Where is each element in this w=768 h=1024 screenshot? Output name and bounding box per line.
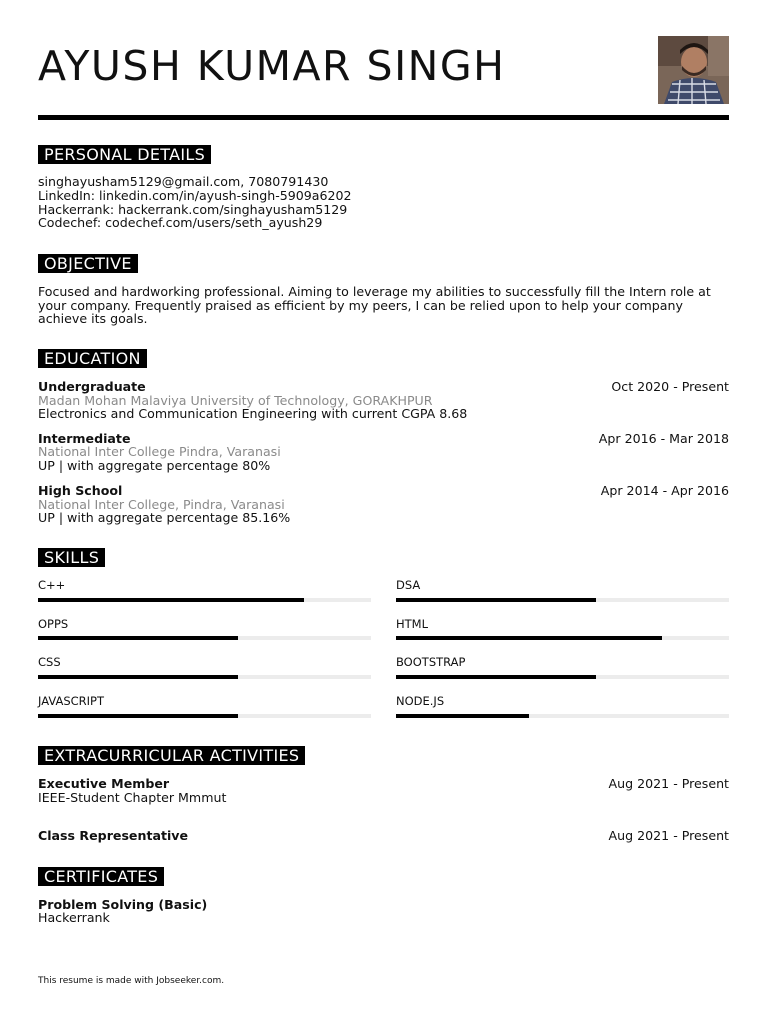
education-institution: Madan Mohan Malaviya University of Technology, GORAKHPUR bbox=[38, 393, 433, 408]
header-divider bbox=[38, 115, 729, 120]
skill-bar bbox=[396, 598, 729, 602]
skill-bar bbox=[396, 636, 729, 640]
skill-label: NODE.JS bbox=[396, 694, 445, 708]
activity-title: Class Representative bbox=[38, 828, 189, 843]
education-institution: National Inter College, Pindra, Varanasi bbox=[38, 497, 285, 512]
contact-linkedin: LinkedIn: linkedin.com/in/ayush-singh-5909a6202 bbox=[38, 188, 352, 203]
skill-bar-fill bbox=[396, 675, 596, 679]
skill-bar bbox=[396, 675, 729, 679]
skill-bar-fill bbox=[396, 598, 596, 602]
skill-bar bbox=[38, 636, 371, 640]
certificate-issuer: Hackerrank bbox=[38, 910, 110, 925]
skill-bar-fill bbox=[38, 675, 238, 679]
education-dates: Apr 2014 - Apr 2016 bbox=[600, 483, 729, 498]
activity-title: Executive Member bbox=[38, 776, 170, 791]
contact-codechef: Codechef: codechef.com/users/seth_ayush29 bbox=[38, 215, 323, 230]
skill-bar-fill bbox=[38, 636, 238, 640]
skill-bar-fill bbox=[38, 714, 238, 718]
skill-label: C++ bbox=[38, 578, 66, 592]
section-heading-certificates: CERTIFICATES bbox=[38, 867, 164, 886]
contact-hackerrank: Hackerrank: hackerrank.com/singhayusham5129 bbox=[38, 202, 348, 217]
section-heading-objective: OBJECTIVE bbox=[38, 254, 138, 273]
skill-label: DSA bbox=[396, 578, 421, 592]
skill-bar bbox=[38, 714, 371, 718]
skill-label: HTML bbox=[396, 617, 429, 631]
skill-bar bbox=[38, 598, 371, 602]
skill-bar bbox=[396, 714, 729, 718]
resume-name: AYUSH KUMAR SINGH bbox=[38, 42, 506, 90]
education-detail: Electronics and Communication Engineering with current CGPA 8.68 bbox=[38, 406, 468, 421]
education-title: Intermediate bbox=[38, 431, 131, 446]
skill-bar bbox=[38, 675, 371, 679]
objective-text: Focused and hardworking professional. Aiming to leverage my abilities to successfully fill the Intern role at your company. Frequently praised as efficient by my peers, I can be relied upon to help your company achieve its goals. bbox=[38, 284, 711, 327]
education-detail: UP | with aggregate percentage 85.16% bbox=[38, 510, 291, 525]
contact-email-phone: singhayusham5129@gmail.com, 7080791430 bbox=[38, 174, 329, 189]
footer-credit: This resume is made with Jobseeker.com. bbox=[38, 976, 225, 986]
education-dates: Apr 2016 - Mar 2018 bbox=[598, 431, 729, 446]
profile-photo-image bbox=[658, 36, 729, 104]
skill-label: JAVASCRIPT bbox=[38, 694, 104, 708]
activity-detail: IEEE-Student Chapter Mmmut bbox=[38, 790, 227, 805]
education-institution: National Inter College Pindra, Varanasi bbox=[38, 444, 281, 459]
section-heading-education: EDUCATION bbox=[38, 349, 147, 368]
education-dates: Oct 2020 - Present bbox=[611, 379, 729, 394]
skill-bar-fill bbox=[38, 598, 304, 602]
section-heading-personal-details: PERSONAL DETAILS bbox=[38, 145, 211, 164]
education-title: High School bbox=[38, 483, 123, 498]
skill-label: CSS bbox=[38, 655, 61, 669]
skill-bar-fill bbox=[396, 636, 662, 640]
activity-dates: Aug 2021 - Present bbox=[608, 828, 729, 843]
skill-bar-fill bbox=[396, 714, 529, 718]
skill-label: OPPS bbox=[38, 617, 69, 631]
education-title: Undergraduate bbox=[38, 379, 146, 394]
activity-dates: Aug 2021 - Present bbox=[608, 776, 729, 791]
section-heading-extracurricular: EXTRACURRICULAR ACTIVITIES bbox=[38, 746, 305, 765]
skill-label: BOOTSTRAP bbox=[396, 655, 466, 669]
section-heading-skills: SKILLS bbox=[38, 548, 105, 567]
certificate-title: Problem Solving (Basic) bbox=[38, 897, 208, 912]
profile-photo bbox=[658, 36, 729, 104]
education-detail: UP | with aggregate percentage 80% bbox=[38, 458, 271, 473]
